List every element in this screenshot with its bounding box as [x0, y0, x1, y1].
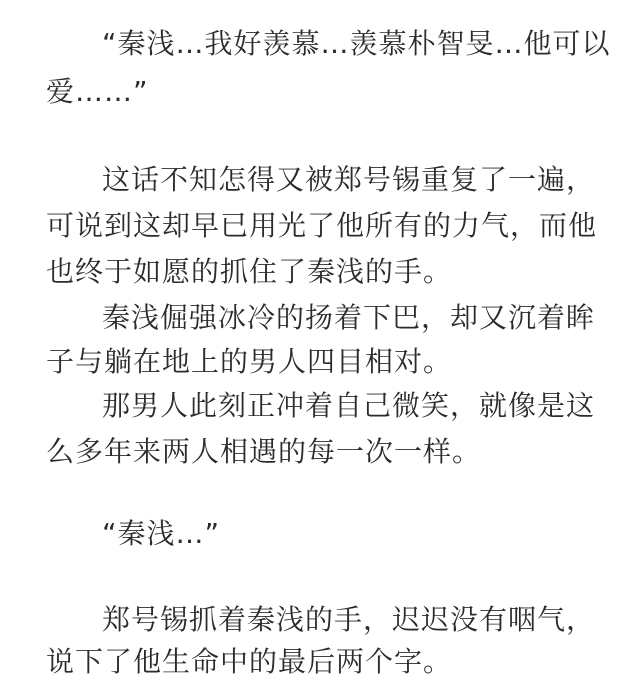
paragraph-1-line-1: “秦浅…我好羡慕…羡慕朴智旻…他可以: [102, 27, 611, 60]
paragraph-2-line-2: 可说到这却早已用光了他所有的力气，而他: [46, 209, 598, 242]
paragraph-3-line-2: 子与躺在地上的男人四目相对。: [46, 345, 453, 378]
paragraph-6-line-1: 郑号锡抓着秦浅的手，迟迟没有咽气，: [102, 603, 596, 636]
paragraph-5-line-1: “秦浅…”: [102, 517, 221, 550]
paragraph-6-line-2: 说下了他生命中的最后两个字。: [46, 645, 453, 678]
paragraph-2-line-3: 也终于如愿的抓住了秦浅的手。: [46, 255, 453, 288]
paragraph-4-line-2: 么多年来两人相遇的每一次一样。: [46, 435, 482, 468]
paragraph-1-line-2: 爱……”: [46, 75, 149, 108]
paragraph-3-line-1: 秦浅倔强冰冷的扬着下巴，却又沉着眸: [102, 301, 596, 334]
paragraph-2-line-1: 这话不知怎得又被郑号锡重复了一遍，: [102, 163, 596, 196]
paragraph-4-line-1: 那男人此刻正冲着自己微笑，就像是这: [102, 389, 596, 422]
